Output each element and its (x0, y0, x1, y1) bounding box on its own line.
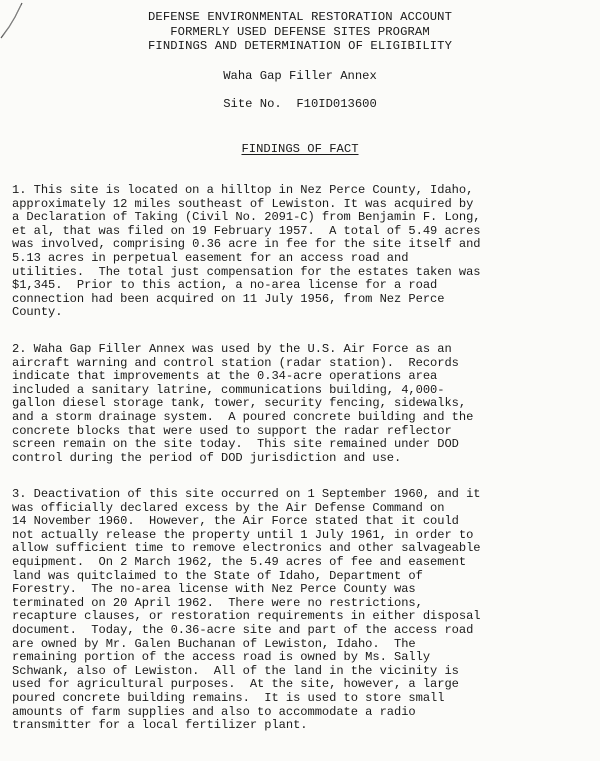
paragraph-line: terminated on 20 April 1962. There were no restrictions, (12, 595, 423, 610)
paragraph-line: used for agricultural purposes. At the site, however, a large (12, 677, 459, 692)
paragraph-line: was officially declared excess by the Air Defense Command on (12, 500, 445, 515)
paragraph-line: connection had been acquired on 11 July 1956, from Nez Perce (12, 291, 445, 306)
paragraph-line: indicate that improvements at the 0.34-acre operations area (12, 369, 438, 384)
paragraph-line: 14 November 1960. However, the Air Force stated that it could (12, 514, 459, 529)
paragraph-line: recapture clauses, or restoration requirements in either disposal (12, 609, 481, 624)
section-title (0, 142, 600, 156)
paragraph-line: allow sufficient time to remove electronics and other salvageable (12, 541, 481, 556)
header-line-findings: FINDINGS AND DETERMINATION OF ELIGIBILITY (148, 39, 452, 53)
paragraph-line: transmitter for a local fertilizer plant. (12, 718, 308, 733)
paragraph-line: poured concrete building remains. It is used to store small (12, 690, 445, 705)
paragraph-line: utilities. The total just compensation for the estates taken was (12, 264, 481, 279)
paragraph-line: was involved, comprising 0.36 acre in fee for the site itself and (12, 237, 481, 252)
header-line-program: FORMERLY USED DEFENSE SITES PROGRAM (170, 24, 430, 39)
paragraph-line: control during the period of DOD jurisdiction and use. (12, 450, 402, 465)
site-number: Site No. F10ID013600 (223, 97, 377, 111)
paragraph-line: are owned by Mr. Galen Buchanan of Lewiston, Idaho. The (12, 636, 416, 651)
paragraph-line: gallon diesel storage tank, tower, security fencing, sidewalks, (12, 396, 467, 411)
paragraph-line: remaining portion of the access road is owned by Ms. Sally (12, 650, 431, 665)
paragraph-line: amounts of farm supplies and also to accommodate a radio (12, 704, 416, 719)
paragraph-line: 3. Deactivation of this site occurred on 1 September 1960, and it (12, 487, 481, 501)
document-header (0, 10, 600, 54)
paragraph-3 (12, 488, 596, 733)
paragraph-line: and a storm drainage system. A poured concrete building and the (12, 409, 474, 424)
paragraph-line: et al, that was filed on 19 February 1957. A total of 5.49 acres (12, 223, 481, 238)
paragraph-line: not actually release the property until 1 July 1961, in order to (12, 527, 474, 542)
paragraph-line: $1,345. Prior to this action, a no-area license for a road (12, 278, 438, 293)
section-title-text: FINDINGS OF FACT (241, 142, 359, 156)
paragraph-line: a Declaration of Taking (Civil No. 2091-C) from Benjamin F. Long, (12, 210, 481, 225)
paragraph-line: 5.13 acres in perpetual easement for an access road and (12, 250, 409, 265)
paragraph-line: included a sanitary latrine, communications building, 4,000- (12, 382, 445, 397)
paragraph-1 (12, 184, 596, 320)
paragraph-2 (12, 343, 596, 465)
paragraph-line: Forestry. The no-area license with Nez Perce County was (12, 582, 416, 597)
paragraph-line: 2. Waha Gap Filler Annex was used by the U.S. Air Force as an (12, 342, 452, 356)
paragraph-line: concrete blocks that were used to support the radar reflector (12, 423, 452, 438)
paragraph-line: Schwank, also of Lewiston. All of the land in the vicinity is (12, 663, 459, 678)
paragraph-line: land was quitclaimed to the State of Idaho, Department of (12, 568, 423, 583)
paragraph-line: equipment. On 2 March 1962, the 5.49 acres of fee and easement (12, 554, 467, 569)
site-name: Waha Gap Filler Annex (223, 69, 377, 83)
paragraph-line: approximately 12 miles southeast of Lewiston. It was acquired by (12, 196, 474, 211)
paragraph-line: 1. This site is located on a hilltop in Nez Perce County, Idaho, (12, 183, 474, 197)
paragraph-line: document. Today, the 0.36-acre site and part of the access road (12, 622, 474, 637)
paragraph-line: aircraft warning and control station (radar station). Records (12, 355, 459, 370)
paragraph-line: screen remain on the site today. This site remained under DOD (12, 437, 459, 452)
header-line-account: DEFENSE ENVIRONMENTAL RESTORATION ACCOUNT (148, 10, 452, 24)
paragraph-line: County. (12, 305, 63, 320)
